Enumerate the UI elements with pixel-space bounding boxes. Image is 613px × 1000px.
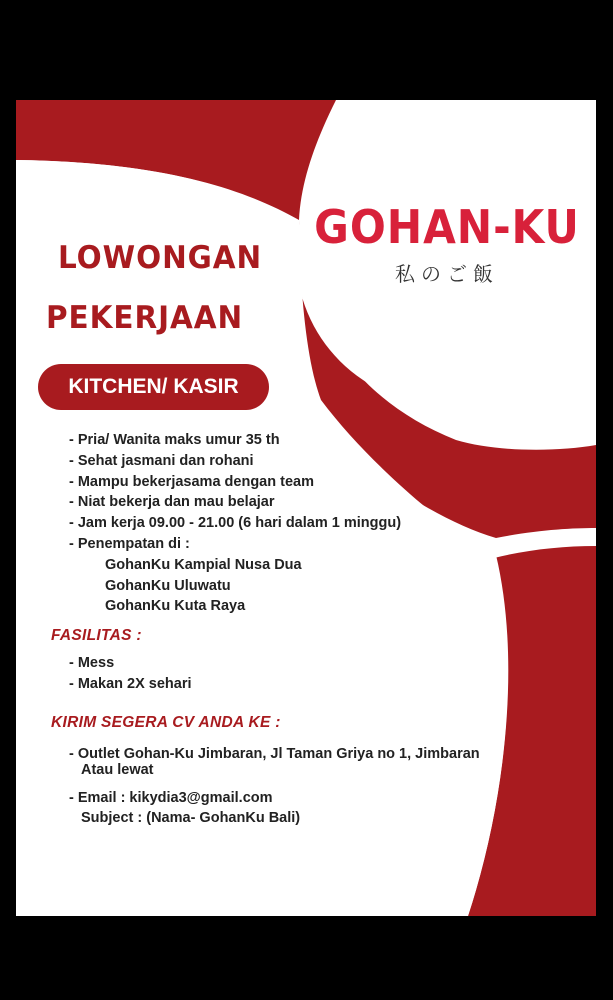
- requirement-item: - Penempatan di :: [69, 535, 190, 552]
- requirements-list: [69, 430, 401, 617]
- location-item: GohanKu Uluwatu: [105, 577, 231, 594]
- brand-logo-title: GOHAN-KU: [314, 200, 580, 254]
- headline-line-1: LOWONGAN: [58, 240, 263, 276]
- apply-details: [69, 746, 480, 826]
- outlet-or-text: Atau lewat: [81, 762, 154, 778]
- facility-item: - Makan 2X sehari: [69, 676, 192, 692]
- facilities-list: [69, 653, 192, 695]
- outlet-address: - Outlet Gohan-Ku Jimbaran, Jl Taman Griya no 1, Jimbaran: [69, 746, 480, 762]
- headline-line-2: PEKERJAAN: [46, 300, 244, 336]
- facilities-title: FASILITAS :: [51, 627, 142, 644]
- requirement-item: - Jam kerja 09.00 - 21.00 (6 hari dalam 1 minggu): [69, 515, 402, 532]
- email-line: - Email : kikydia3@gmail.com: [69, 790, 273, 806]
- requirement-item: - Mampu bekerjasama dengan team: [69, 473, 314, 490]
- logo-circle: [296, 105, 596, 405]
- facility-item: - Mess: [69, 655, 115, 671]
- subject-line: Subject : (Nama- GohanKu Bali): [81, 810, 301, 826]
- requirement-item: - Niat bekerja dan mau belajar: [69, 494, 275, 511]
- brand-logo-subtitle: 私のご飯: [395, 262, 499, 286]
- requirement-item: - Sehat jasmani dan rohani: [69, 452, 254, 469]
- location-item: GohanKu Kampial Nusa Dua: [105, 556, 302, 573]
- requirement-item: - Pria/ Wanita maks umur 35 th: [69, 432, 280, 448]
- job-poster: [16, 100, 596, 916]
- apply-title: KIRIM SEGERA CV ANDA KE :: [51, 714, 281, 731]
- location-item: GohanKu Kuta Raya: [105, 598, 246, 615]
- position-badge: KITCHEN/ KASIR: [38, 364, 269, 410]
